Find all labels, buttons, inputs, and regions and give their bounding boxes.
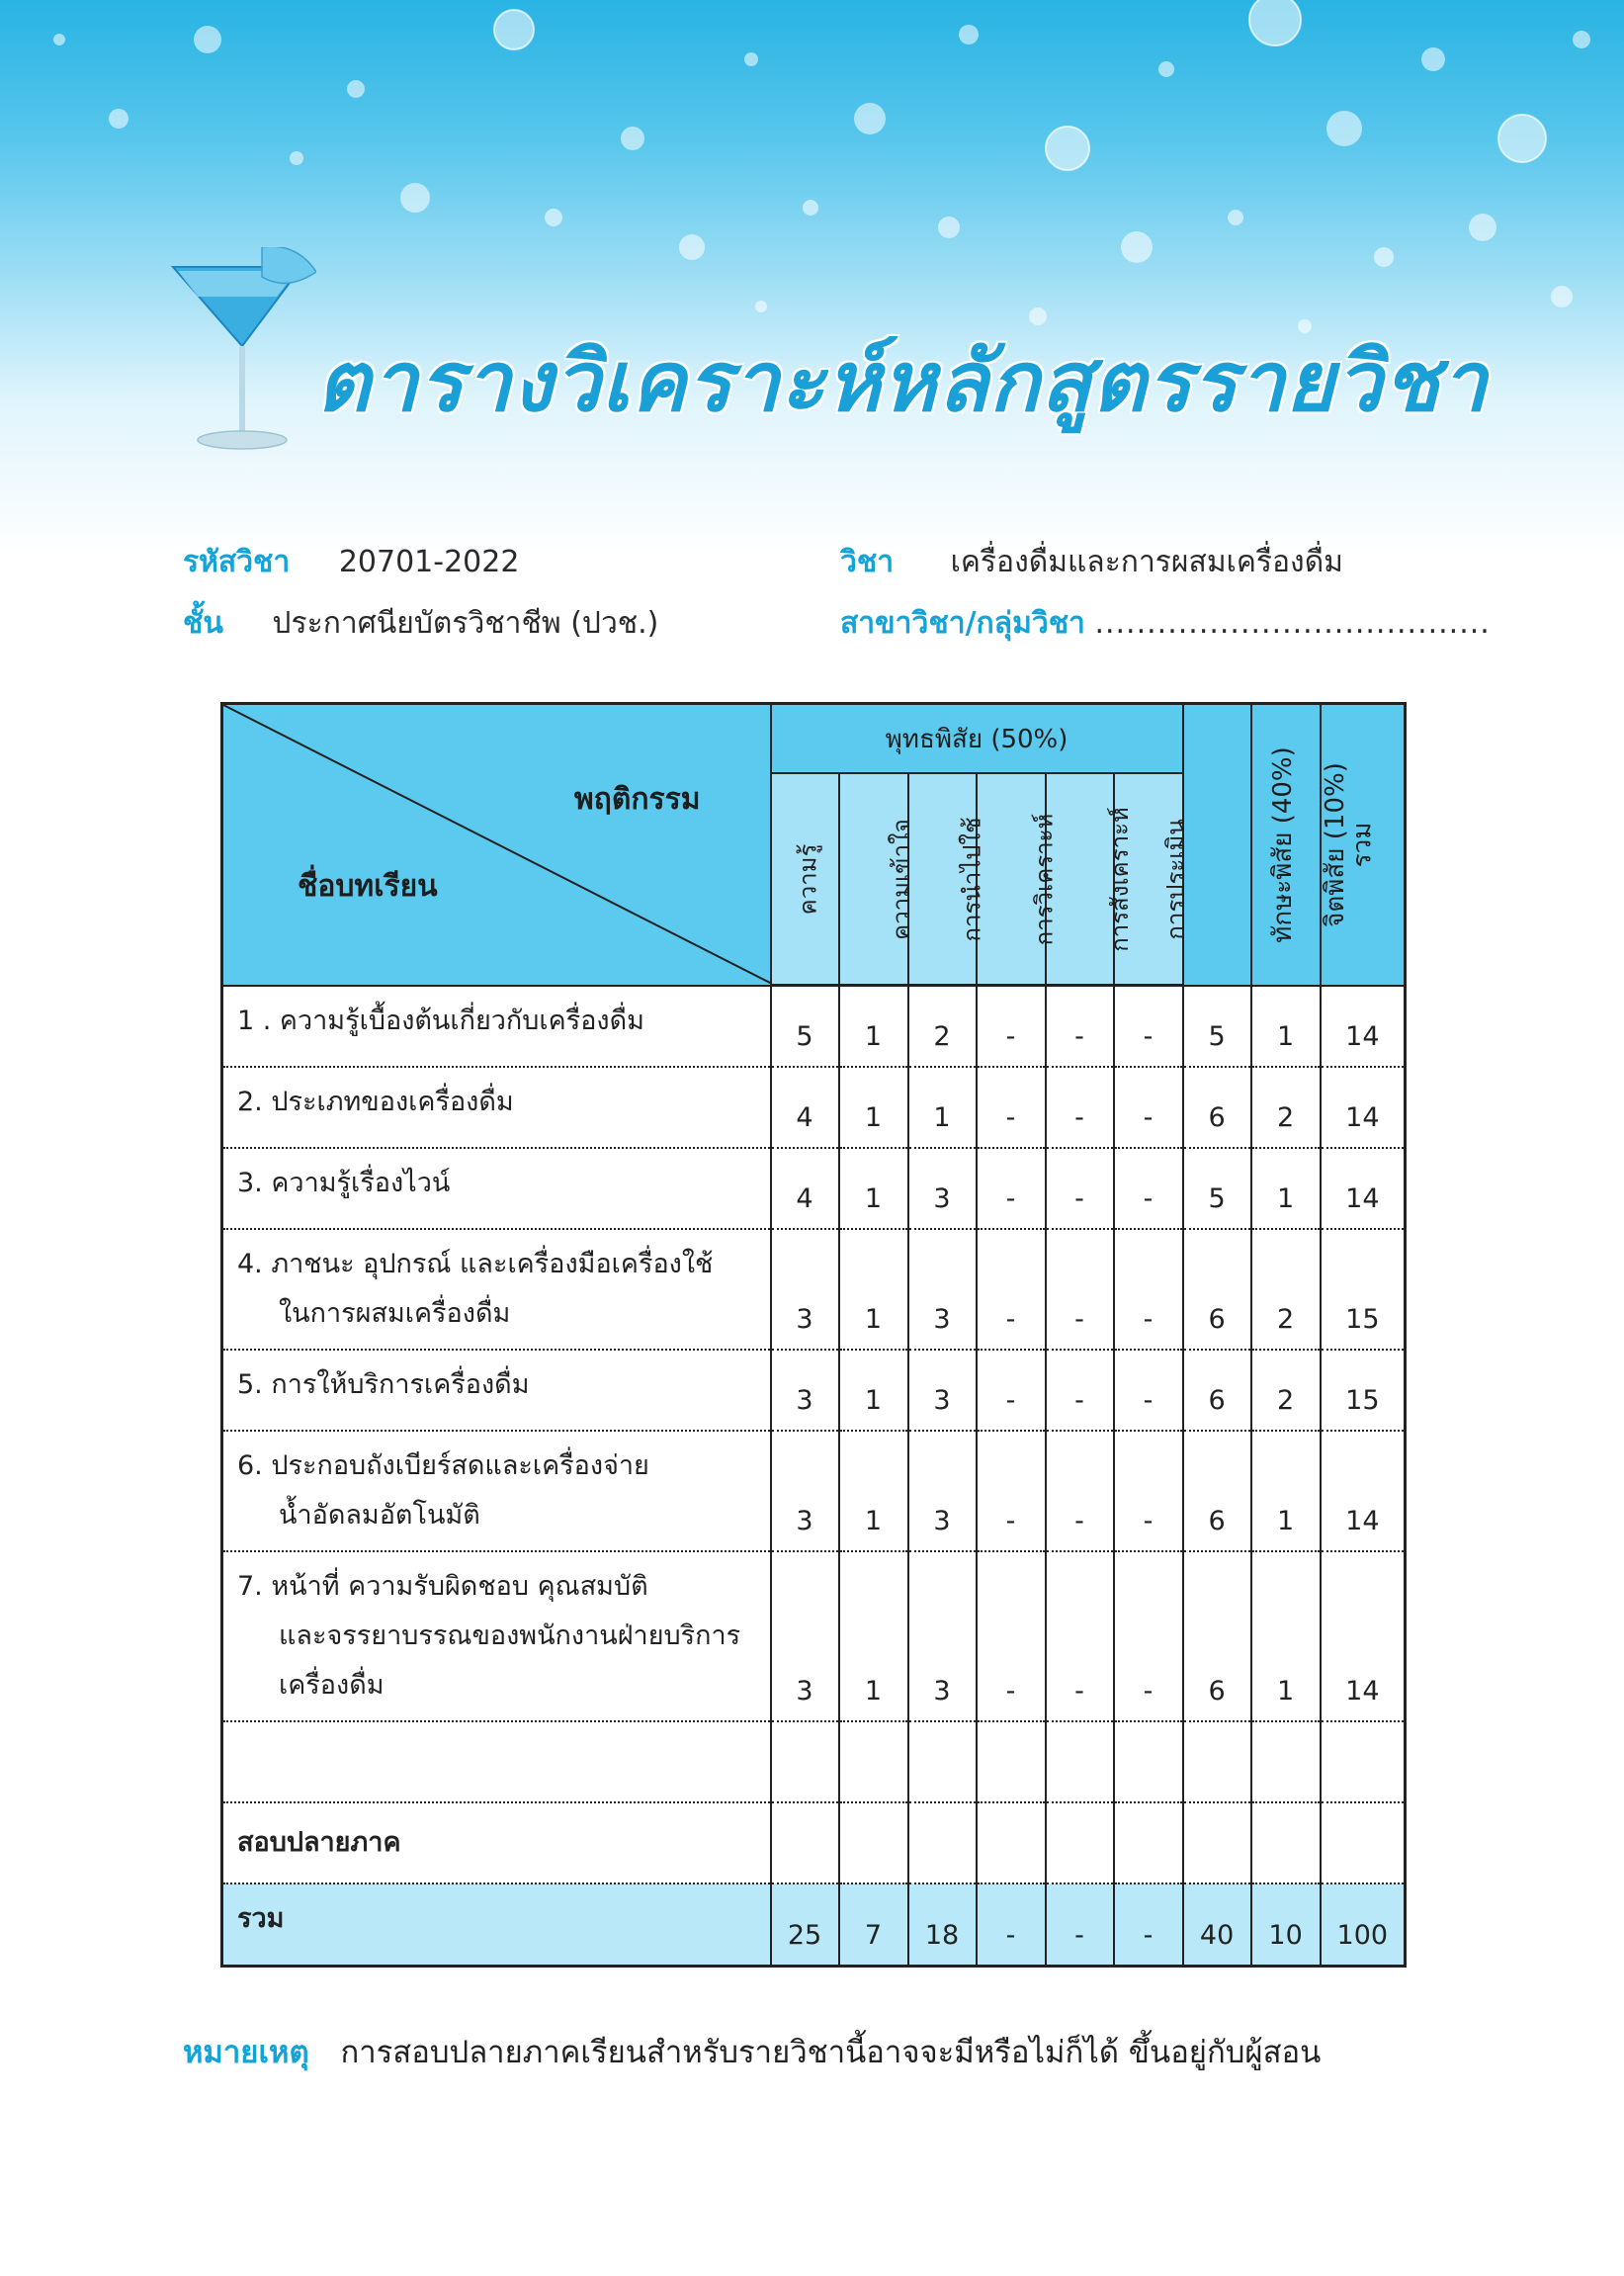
blank-cell <box>222 1721 771 1802</box>
total-row <box>222 1883 1406 1967</box>
exam-cell <box>1321 1802 1406 1883</box>
corner-header-cell <box>222 704 771 986</box>
score-cell: 1 <box>839 1431 908 1551</box>
score-cell: - <box>1046 1229 1114 1350</box>
branch-value: ...................................... <box>1094 606 1491 641</box>
table-row <box>222 986 1406 1067</box>
total-cell: 18 <box>908 1883 977 1967</box>
lesson-name-line: ในการผสมเครื่องดื่ม <box>279 1297 511 1329</box>
score-cell: 14 <box>1321 1551 1406 1721</box>
table-row <box>222 1431 1406 1551</box>
blank-cell <box>1251 1721 1321 1802</box>
score-cell: 1 <box>1251 1148 1321 1229</box>
score-cell: 3 <box>771 1551 839 1721</box>
evaluation-header: การประเมิน <box>1114 773 1183 986</box>
total-cell: - <box>1114 1883 1183 1967</box>
sum-header: รวม <box>1321 704 1406 986</box>
course-level <box>183 600 658 647</box>
score-cell: 6 <box>1183 1551 1251 1721</box>
score-cell: - <box>1046 1350 1114 1431</box>
lesson-name-line: 6. ประกอบถังเบียร์สดและเครื่องจ่าย <box>237 1449 649 1481</box>
lesson-name-cell <box>222 986 771 1067</box>
score-cell: 14 <box>1321 1067 1406 1148</box>
total-cell: 25 <box>771 1883 839 1967</box>
lesson-name-cell <box>222 1350 771 1431</box>
diagonal-divider <box>223 705 772 984</box>
score-cell: - <box>1046 1148 1114 1229</box>
total-cell: 10 <box>1251 1883 1321 1967</box>
total-cell: 40 <box>1183 1883 1251 1967</box>
blank-cell <box>1321 1721 1406 1802</box>
score-cell: - <box>1046 1431 1114 1551</box>
exam-cell <box>1114 1802 1183 1883</box>
score-cell: - <box>1114 1551 1183 1721</box>
branch-label: สาขาวิชา/กลุ่มวิชา <box>840 606 1085 641</box>
score-cell: 5 <box>1183 1148 1251 1229</box>
score-cell: 2 <box>1251 1350 1321 1431</box>
score-cell: 2 <box>1251 1067 1321 1148</box>
score-cell: - <box>1114 1148 1183 1229</box>
comprehension-header: ความเข้าใจ <box>839 773 908 986</box>
table-body <box>222 986 1406 1967</box>
cocktail-glass-icon <box>168 247 316 459</box>
score-cell: 1 <box>839 1229 908 1350</box>
exam-cell <box>908 1802 977 1883</box>
score-cell: 2 <box>908 986 977 1067</box>
table-row <box>222 1067 1406 1148</box>
score-cell: 3 <box>771 1229 839 1350</box>
course-code-value: 20701-2022 <box>338 545 520 579</box>
score-cell: 6 <box>1183 1350 1251 1431</box>
blank-cell <box>839 1721 908 1802</box>
score-cell: 15 <box>1321 1229 1406 1350</box>
score-cell: 5 <box>1183 986 1251 1067</box>
level-value: ประกาศนียบัตรวิชาชีพ (ปวช.) <box>272 606 659 641</box>
score-cell: 3 <box>908 1148 977 1229</box>
score-cell: 1 <box>839 986 908 1067</box>
cognitive-header: พุทธพิสัย (50%) <box>771 704 1183 774</box>
score-cell: - <box>977 1431 1046 1551</box>
final-exam-row <box>222 1802 1406 1883</box>
subject-label: วิชา <box>840 545 895 579</box>
score-cell: - <box>1114 1350 1183 1431</box>
blank-cell <box>1114 1721 1183 1802</box>
blank-cell <box>771 1721 839 1802</box>
exam-cell <box>839 1802 908 1883</box>
exam-cell <box>1046 1802 1114 1883</box>
score-cell: 1 <box>1251 1431 1321 1551</box>
score-cell: 1 <box>839 1551 908 1721</box>
lesson-name-header: ชื่อบทเรียน <box>298 869 438 904</box>
total-label: รวม <box>222 1883 771 1967</box>
score-cell: 14 <box>1321 986 1406 1067</box>
blank-cell <box>1183 1721 1251 1802</box>
score-cell: 3 <box>771 1350 839 1431</box>
score-cell: 3 <box>908 1350 977 1431</box>
score-cell: 4 <box>771 1067 839 1148</box>
score-cell: 1 <box>839 1067 908 1148</box>
score-cell: - <box>977 1229 1046 1350</box>
exam-cell <box>771 1802 839 1883</box>
synthesis-header: การสังเคราะห์ <box>1046 773 1114 986</box>
lesson-name-line: 4. ภาชนะ อุปกรณ์ และเครื่องมือเครื่องใช้ <box>237 1248 714 1279</box>
score-cell: - <box>1114 1431 1183 1551</box>
score-cell: 1 <box>1251 1551 1321 1721</box>
score-cell: - <box>977 1067 1046 1148</box>
lesson-name-line: และจรรยาบรรณของพนักงานฝ่ายบริการ <box>279 1619 741 1651</box>
score-cell: 6 <box>1183 1067 1251 1148</box>
total-cell: - <box>977 1883 1046 1967</box>
course-code-label: รหัสวิชา <box>183 545 291 579</box>
score-cell: 14 <box>1321 1431 1406 1551</box>
score-cell: 2 <box>1251 1229 1321 1350</box>
note-label: หมายเหตุ <box>183 2035 309 2070</box>
score-cell: 3 <box>908 1431 977 1551</box>
affective-header: จิตพิสัย (10%) <box>1251 704 1321 986</box>
lesson-name-cell <box>222 1431 771 1551</box>
analysis-header: การวิเคราะห์ <box>977 773 1046 986</box>
lesson-name-cell <box>222 1551 771 1721</box>
lesson-name-cell <box>222 1148 771 1229</box>
knowledge-header: ความรู้ <box>771 773 839 986</box>
score-cell: - <box>977 1350 1046 1431</box>
score-cell: 6 <box>1183 1229 1251 1350</box>
course-analysis-table <box>220 702 1407 1968</box>
score-cell: 3 <box>771 1431 839 1551</box>
score-cell: 3 <box>908 1551 977 1721</box>
lesson-name-line: 2. ประเภทของเครื่องดื่ม <box>237 1086 514 1117</box>
course-branch <box>840 600 1491 647</box>
lesson-name-cell <box>222 1067 771 1148</box>
blank-cell <box>1046 1721 1114 1802</box>
total-cell: - <box>1046 1883 1114 1967</box>
course-subject <box>840 539 1343 585</box>
score-cell: 1 <box>839 1148 908 1229</box>
score-cell: - <box>977 1551 1046 1721</box>
lesson-name-line: 3. ความรู้เรื่องไวน์ <box>237 1167 451 1198</box>
score-cell: - <box>977 986 1046 1067</box>
table-row <box>222 1350 1406 1431</box>
score-cell: 6 <box>1183 1431 1251 1551</box>
blank-row <box>222 1721 1406 1802</box>
score-cell: 4 <box>771 1148 839 1229</box>
score-cell: 15 <box>1321 1350 1406 1431</box>
score-cell: - <box>1046 986 1114 1067</box>
score-cell: 5 <box>771 986 839 1067</box>
level-label: ชั้น <box>183 606 223 641</box>
behavior-header: พฤติกรรม <box>573 782 701 817</box>
score-cell: 1 <box>908 1067 977 1148</box>
exam-cell <box>977 1802 1046 1883</box>
lesson-name-line: 7. หน้าที่ ความรับผิดชอบ คุณสมบัติ <box>237 1570 648 1602</box>
blank-cell <box>908 1721 977 1802</box>
total-cell: 7 <box>839 1883 908 1967</box>
skill-header: ทักษะพิสัย (40%) <box>1183 704 1251 986</box>
score-cell: - <box>1046 1551 1114 1721</box>
footnote <box>183 2027 1321 2076</box>
course-code <box>183 539 519 585</box>
table-row <box>222 1229 1406 1350</box>
lesson-name-line: 5. การให้บริการเครื่องดื่ม <box>237 1368 530 1400</box>
score-cell: - <box>1114 1229 1183 1350</box>
table-row <box>222 1551 1406 1721</box>
application-header: การนำไปใช้ <box>908 773 977 986</box>
lesson-name-cell <box>222 1229 771 1350</box>
score-cell: - <box>1114 1067 1183 1148</box>
total-cell: 100 <box>1321 1883 1406 1967</box>
score-cell: 14 <box>1321 1148 1406 1229</box>
table-row <box>222 1148 1406 1229</box>
score-cell: - <box>977 1148 1046 1229</box>
exam-cell <box>1183 1802 1251 1883</box>
score-cell: 1 <box>839 1350 908 1431</box>
score-cell: - <box>1114 986 1183 1067</box>
lesson-name-line: เครื่องดื่ม <box>279 1669 385 1701</box>
score-cell: - <box>1046 1067 1114 1148</box>
final-exam-label: สอบปลายภาค <box>222 1802 771 1883</box>
score-cell: 3 <box>908 1229 977 1350</box>
page-title: ตารางวิเคราะห์หลักสูตรรายวิชา <box>316 333 1489 430</box>
score-cell: 1 <box>1251 986 1321 1067</box>
blank-cell <box>977 1721 1046 1802</box>
exam-cell <box>1251 1802 1321 1883</box>
lesson-name-line: น้ำอัดลมอัตโนมัติ <box>279 1499 480 1531</box>
subject-value: เครื่องดื่มและการผสมเครื่องดื่ม <box>950 545 1343 579</box>
lesson-name-line: 1 . ความรู้เบื้องต้นเกี่ยวกับเครื่องดื่ม <box>237 1005 644 1036</box>
note-text: การสอบปลายภาคเรียนสำหรับรายวิชานี้อาจจะมีหรือไม่ก็ได้ ขึ้นอยู่กับผู้สอน <box>340 2035 1322 2070</box>
